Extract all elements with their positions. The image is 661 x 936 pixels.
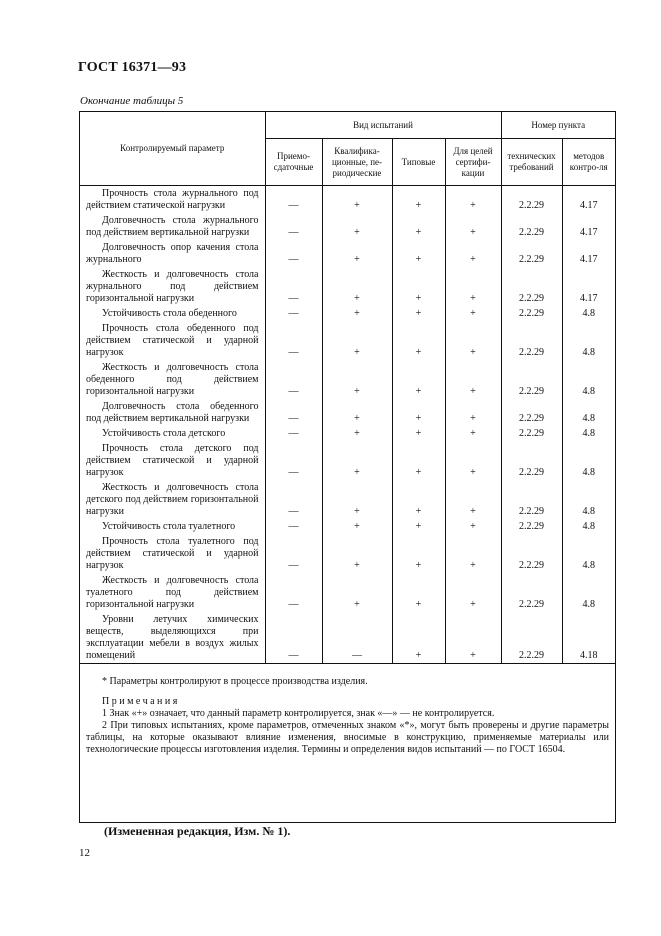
notes-title: Примечания [102,696,180,707]
footnote: * Параметры контролируют в процессе производства изделия. [102,676,368,687]
value-cell: + [445,573,501,612]
value-cell: — [265,267,322,306]
value-cell: 4.18 [562,612,615,664]
value-cell: — [265,534,322,573]
value-cell: — [265,441,322,480]
value-cell: — [265,399,322,426]
table-row [80,519,615,534]
value-cell: 4.8 [562,321,615,360]
value-cell: + [445,480,501,519]
value-cell: — [322,612,392,664]
value-cell: — [265,186,322,214]
table-row [80,360,615,399]
value-cell: + [322,213,392,240]
value-cell: 4.8 [562,399,615,426]
value-cell: 4.8 [562,519,615,534]
table-row [80,267,615,306]
value-cell: + [392,186,445,214]
table-row [80,240,615,267]
value-cell: — [265,240,322,267]
table-row [80,186,615,214]
value-cell: + [445,321,501,360]
value-cell: + [392,306,445,321]
value-cell: + [322,186,392,214]
test-parameters-table [80,112,615,664]
value-cell: + [392,612,445,664]
table-frame [79,111,616,823]
value-cell: — [265,360,322,399]
value-cell: + [445,399,501,426]
value-cell: — [265,480,322,519]
value-cell: + [322,306,392,321]
value-cell: 4.17 [562,240,615,267]
table-row [80,480,615,519]
value-cell: 2.2.29 [501,534,562,573]
header-acceptance: Приемо-сдаточные [265,139,322,186]
table-row [80,399,615,426]
table-row [80,441,615,480]
value-cell: 4.8 [562,306,615,321]
param-cell: Долговечность стола обеденного под действием вертикальной нагрузки [80,399,265,426]
param-cell: Уровни летучих химических веществ, выделяющихся при эксплуатации мебели в воздух жилых помещений [80,612,265,664]
value-cell: + [392,426,445,441]
param-cell: Устойчивость стола обеденного [80,306,265,321]
header-type-tests: Типовые [392,139,445,186]
value-cell: + [322,480,392,519]
param-cell: Жесткость и долговечность стола журнального под действием горизонтальной нагрузки [80,267,265,306]
value-cell: — [265,519,322,534]
param-cell: Устойчивость стола детского [80,426,265,441]
value-cell: 4.17 [562,267,615,306]
value-cell: 4.8 [562,441,615,480]
param-cell: Прочность стола детского под действием статической и ударной нагрузок [80,441,265,480]
value-cell: 2.2.29 [501,426,562,441]
value-cell: + [392,441,445,480]
value-cell: + [392,240,445,267]
value-cell: + [322,399,392,426]
param-cell: Жесткость и долговечность стола обеденного под действием горизонтальной нагрузки [80,360,265,399]
value-cell: 4.8 [562,534,615,573]
document-code: ГОСТ 16371—93 [78,60,187,75]
value-cell: — [265,213,322,240]
value-cell: + [392,321,445,360]
value-cell: + [445,519,501,534]
note-2: 2 При типовых испытаниях, кроме параметров, отмеченных знаком «*», могут быть проверены и другие параметры таблицы, на которые оказывают влияние изменения, вносимые в конструкцию, применяемые материалы или технологические процессы изготовления изделия. Термины и определения видов испытаний — по ГОСТ 16504. [86,720,609,755]
param-cell: Долговечность опор качения стола журнального [80,240,265,267]
value-cell: + [392,534,445,573]
value-cell: 2.2.29 [501,519,562,534]
value-cell: + [392,399,445,426]
value-cell: + [322,267,392,306]
header-clause-number: Номер пункта [501,112,615,139]
value-cell: + [392,480,445,519]
header-qualification: Квалифика-ционные, пе-риодические [322,139,392,186]
value-cell: + [322,426,392,441]
value-cell: 2.2.29 [501,360,562,399]
page-number: 12 [79,847,90,859]
value-cell: + [445,534,501,573]
header-param: Контролируемый параметр [80,112,265,186]
value-cell: + [392,573,445,612]
value-cell: + [445,306,501,321]
value-cell: + [322,360,392,399]
value-cell: 2.2.29 [501,267,562,306]
value-cell: 4.8 [562,573,615,612]
table-row [80,306,615,321]
table-row [80,321,615,360]
value-cell: 2.2.29 [501,240,562,267]
value-cell: + [445,441,501,480]
value-cell: + [322,519,392,534]
value-cell: 2.2.29 [501,306,562,321]
value-cell: + [322,534,392,573]
value-cell: — [265,321,322,360]
value-cell: + [392,519,445,534]
table-row [80,612,615,664]
value-cell: 2.2.29 [501,573,562,612]
header-control-methods: методов контро-ля [562,139,615,186]
amendment-note: (Измененная редакция, Изм. № 1). [104,824,291,838]
value-cell: 2.2.29 [501,612,562,664]
value-cell: 2.2.29 [501,480,562,519]
table-row [80,534,615,573]
value-cell: 4.8 [562,480,615,519]
param-cell: Прочность стола обеденного под действием статической и ударной нагрузок [80,321,265,360]
value-cell: — [265,612,322,664]
value-cell: + [445,240,501,267]
value-cell: + [322,441,392,480]
param-cell: Жесткость и долговечность стола детского под действием горизонтальной нагрузки [80,480,265,519]
param-cell: Долговечность стола журнального под действием вертикальной нагрузки [80,213,265,240]
value-cell: 4.17 [562,213,615,240]
value-cell: + [322,321,392,360]
header-tech-requirements: технических требований [501,139,562,186]
value-cell: — [265,426,322,441]
value-cell: + [445,426,501,441]
value-cell: + [322,240,392,267]
header-certification: Для целей сертифи-кации [445,139,501,186]
value-cell: + [445,612,501,664]
table-row [80,213,615,240]
value-cell: 4.8 [562,360,615,399]
table-row [80,573,615,612]
header-test-type: Вид испытаний [265,112,501,139]
value-cell: 2.2.29 [501,213,562,240]
value-cell: 2.2.29 [501,186,562,214]
value-cell: 2.2.29 [501,399,562,426]
table-caption: Окончание таблицы 5 [80,95,184,107]
value-cell: + [392,213,445,240]
value-cell: 4.8 [562,426,615,441]
value-cell: + [445,213,501,240]
notes-section [80,664,615,756]
value-cell: — [265,573,322,612]
value-cell: + [392,267,445,306]
param-cell: Жесткость и долговечность стола туалетного под действием горизонтальной нагрузки [80,573,265,612]
value-cell: 2.2.29 [501,441,562,480]
value-cell: + [392,360,445,399]
table-row [80,426,615,441]
value-cell: + [445,186,501,214]
value-cell: + [445,267,501,306]
value-cell: 2.2.29 [501,321,562,360]
value-cell: 4.17 [562,186,615,214]
param-cell: Устойчивость стола туалетного [80,519,265,534]
value-cell: — [265,306,322,321]
param-cell: Прочность стола туалетного под действием статической и ударной нагрузок [80,534,265,573]
param-cell: Прочность стола журнального под действием статической нагрузки [80,186,265,214]
value-cell: + [322,573,392,612]
value-cell: + [445,360,501,399]
note-1: 1 Знак «+» означает, что данный параметр контролируется, знак «—» — не контролируется. [102,708,495,719]
